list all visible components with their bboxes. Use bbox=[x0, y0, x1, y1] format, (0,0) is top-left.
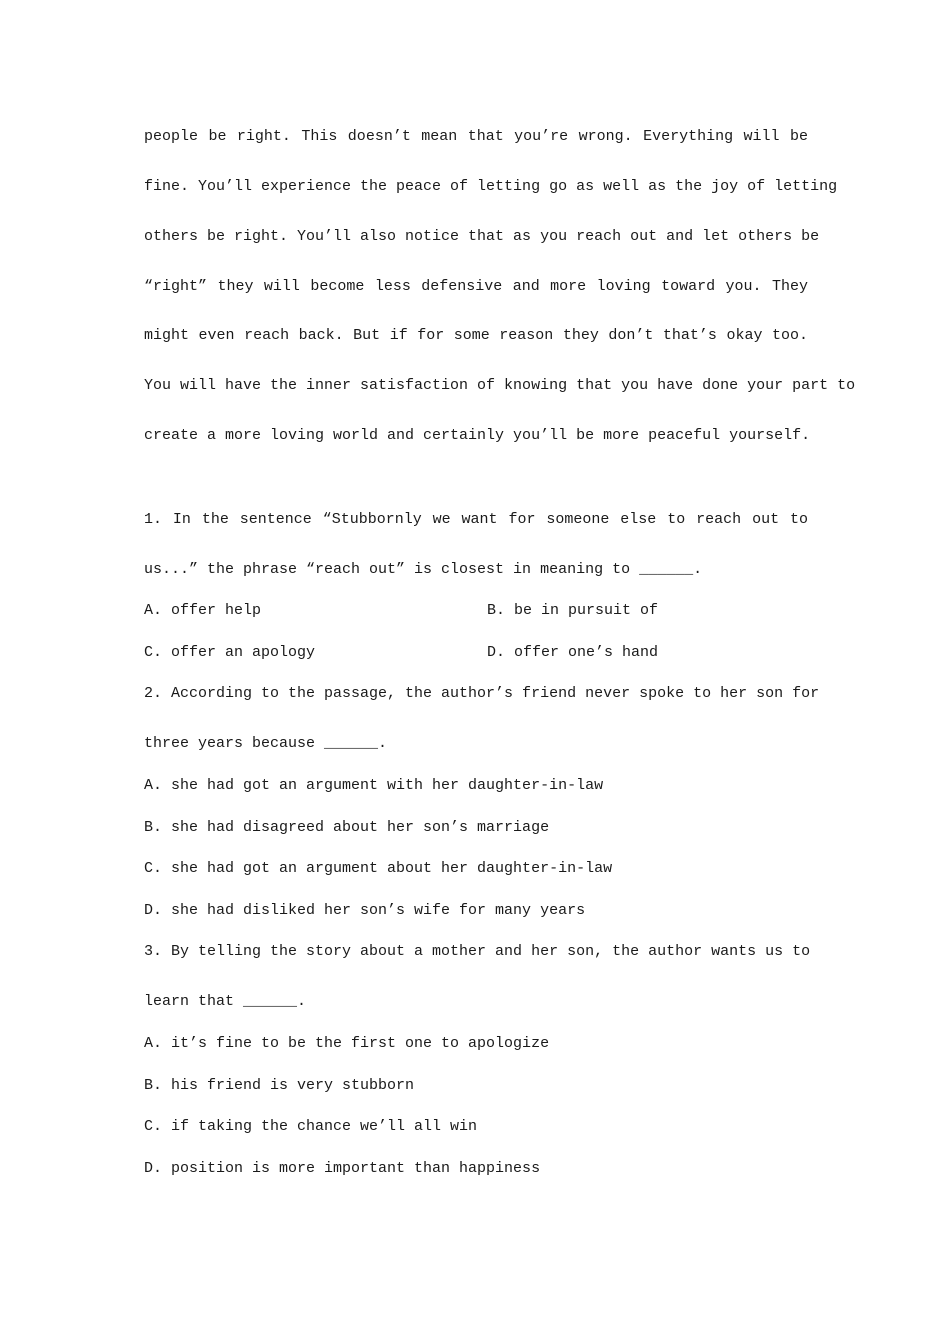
passage-line: create a more loving world and certainly you’ll be more peaceful yourself. bbox=[144, 427, 811, 444]
question-stem: 1. In the sentence “Stubbornly we want for someone else to reach out to bbox=[144, 511, 808, 528]
passage-line: fine. You’ll experience the peace of letting go as well as the joy of letting bbox=[144, 178, 838, 195]
passage-line: others be right. You’ll also notice that as you reach out and let others be bbox=[144, 228, 820, 245]
document-page bbox=[144, 0, 856, 1344]
option-d: D. she had disliked her son’s wife for many years bbox=[144, 902, 586, 919]
question-stem: us...” the phrase “reach out” is closest in meaning to ______. bbox=[144, 561, 703, 578]
passage-line: “right” they will become less defensive and more loving toward you. They bbox=[144, 278, 808, 295]
question-stem: three years because ______. bbox=[144, 735, 388, 752]
passage-line: You will have the inner satisfaction of knowing that you have done your part to bbox=[144, 377, 856, 394]
option-b: B. be in pursuit of bbox=[487, 602, 659, 619]
option-d: D. offer one’s hand bbox=[487, 644, 659, 661]
option-b: B. she had disagreed about her son’s marriage bbox=[144, 819, 550, 836]
passage-line: might even reach back. But if for some reason they don’t that’s okay too. bbox=[144, 327, 808, 344]
option-b: B. his friend is very stubborn bbox=[144, 1077, 415, 1094]
passage-line: people be right. This doesn’t mean that you’re wrong. Everything will be bbox=[144, 128, 808, 145]
question-stem: 3. By telling the story about a mother and her son, the author wants us to bbox=[144, 943, 811, 960]
option-a: A. it’s fine to be the first one to apologize bbox=[144, 1035, 550, 1052]
option-a: A. offer help bbox=[144, 602, 262, 619]
question-stem: learn that ______. bbox=[144, 993, 307, 1010]
option-c: C. offer an apology bbox=[144, 644, 316, 661]
option-c: C. she had got an argument about her daughter-in-law bbox=[144, 860, 613, 877]
option-d: D. position is more important than happiness bbox=[144, 1160, 541, 1177]
question-stem: 2. According to the passage, the author’s friend never spoke to her son for bbox=[144, 685, 820, 702]
option-c: C. if taking the chance we’ll all win bbox=[144, 1118, 478, 1135]
option-a: A. she had got an argument with her daughter-in-law bbox=[144, 777, 604, 794]
